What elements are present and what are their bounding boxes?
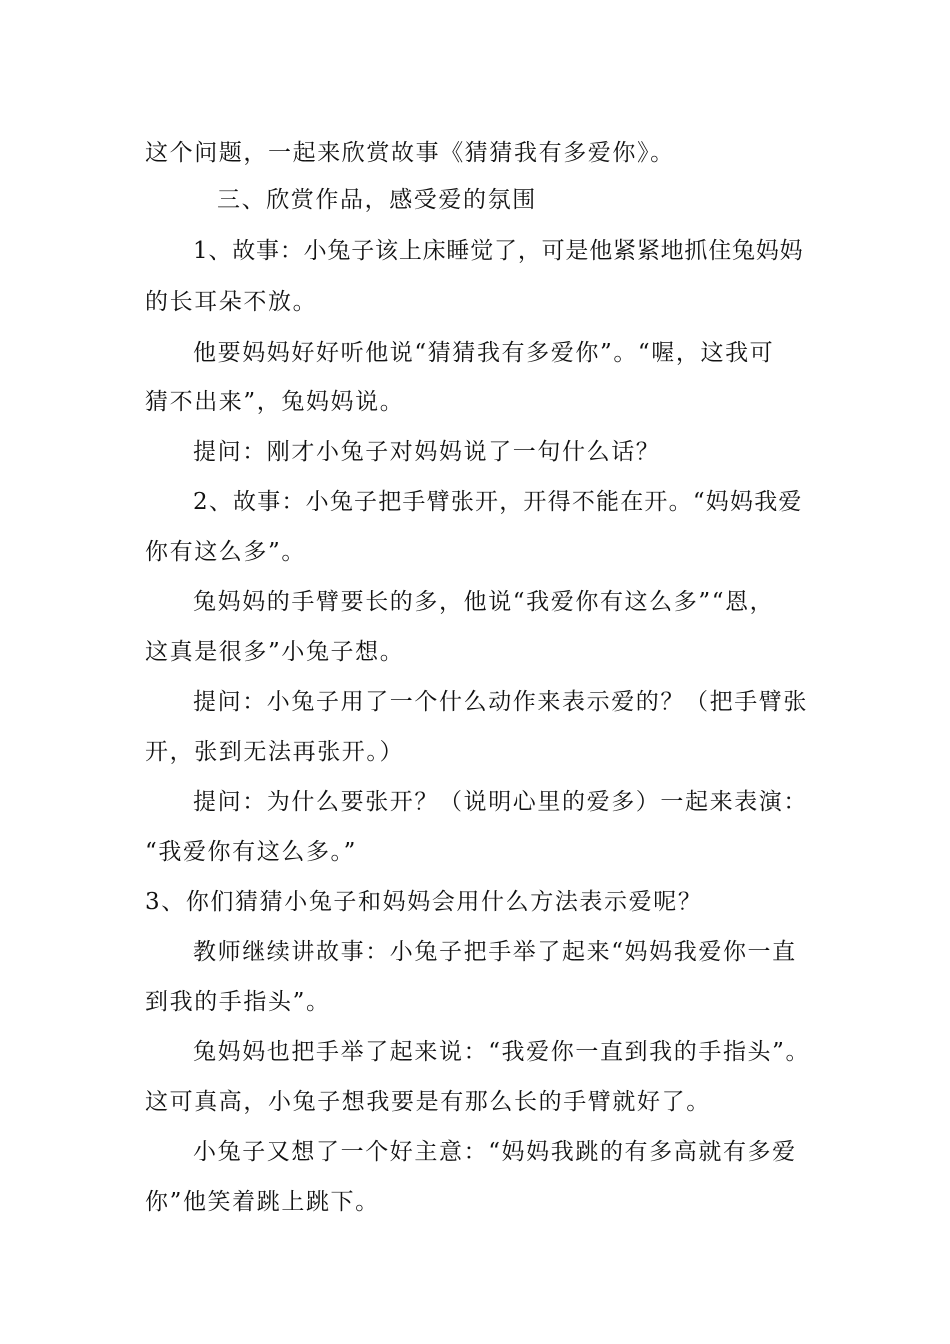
text-line-18: 到我的手指头”。	[145, 989, 331, 1015]
text-line-21: 小兔子又想了一个好主意：“妈妈我跳的有多高就有多爱	[193, 1139, 797, 1165]
text-line-17: 教师继续讲故事：小兔子把手举了起来“妈妈我爱你一直	[193, 939, 797, 965]
text-line-11: 这真是很多”小兔子想。	[145, 639, 405, 665]
text-line-15: “我爱你有这么多。”	[145, 839, 358, 865]
text-line-6: 猜不出来”，兔妈妈说。	[145, 389, 405, 415]
text-line-5: 他要妈妈好好听他说“猜猜我有多爱你”。“喔，这我可	[193, 340, 775, 366]
text-line-10: 兔妈妈的手臂要长的多，他说“我爱你有这么多”“恩，	[193, 589, 775, 615]
text-line-9: 你有这么多”。	[145, 539, 306, 565]
text-line-16: 3、你们猜猜小兔子和妈妈会用什么方法表示爱呢？	[145, 889, 703, 915]
text-line-19: 兔妈妈也把手举了起来说：“我爱你一直到我的手指头”。	[193, 1039, 811, 1065]
text-line-1: 这个问题，一起来欣赏故事《猜猜我有多爱你》。	[145, 140, 675, 166]
text-line-13: 开，张到无法再张开。）	[145, 739, 405, 765]
text-line-22: 你”他笑着跳上跳下。	[145, 1189, 380, 1215]
text-line-12: 提问：小兔子用了一个什么动作来表示爱的？（把手臂张	[193, 689, 808, 715]
text-line-14: 提问：为什么要张开？（说明心里的爱多）一起来表演：	[193, 789, 808, 815]
text-line-20: 这可真高，小兔子想我要是有那么长的手臂就好了。	[145, 1089, 711, 1115]
text-line-8: 2、故事：小兔子把手臂张开，开得不能在开。“妈妈我爱	[193, 489, 803, 515]
text-line-4: 的长耳朵不放。	[145, 289, 318, 315]
section-heading: 三、欣赏作品，感受爱的氛围	[217, 187, 537, 213]
text-line-7: 提问：刚才小兔子对妈妈说了一句什么话？	[193, 439, 661, 465]
text-line-3: 1、故事：小兔子该上床睡觉了，可是他紧紧地抓住兔妈妈	[193, 238, 804, 264]
